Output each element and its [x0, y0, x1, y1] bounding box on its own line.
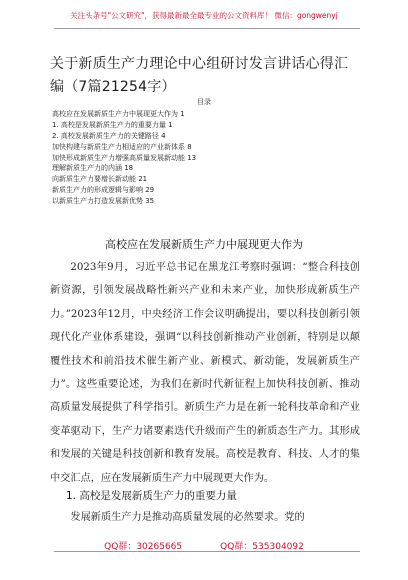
header-promo-note: 关注头条号"公文研究"，获得最新最全最专业的公文资料库！ 微信：gongwenyj — [70, 11, 338, 20]
toc-item[interactable]: 理解新质生产力的内涵 18 — [52, 164, 134, 173]
toc-item[interactable]: 以新质生产力打造发展新优势 35 — [52, 197, 155, 206]
section-body — [50, 256, 360, 490]
toc-heading: 目录 — [197, 98, 211, 106]
footer-qq-group-1: QQ群：30265665 — [104, 542, 183, 552]
body-paragraph: 发展新质生产力是推动高质量发展的必然要求。党的 — [70, 512, 305, 523]
toc-item[interactable]: 加快构建与新质生产力相适应的产业新体系 8 — [52, 142, 192, 151]
document-title: 关于新质生产力理论中心组研讨发言讲话心得汇编（7篇21254字） — [50, 56, 349, 95]
toc-item[interactable]: 加快形成新质生产力增强高质量发展新动能 13 — [52, 153, 197, 162]
footer-divider — [54, 551, 360, 552]
subsection-body — [50, 506, 360, 529]
toc-item[interactable]: 向新质生产力要增长新动能 21 — [52, 175, 148, 184]
toc-item[interactable]: 高校应在发展新质生产力中展现更大作为 1 — [52, 110, 185, 118]
body-paragraph: 2023年9月，习近平总书记在黑龙江考察时强调：“整合科技创新资源，引领发展战略性新兴产业和未来产业，加快形成新质生产力。”2023年12月，中央经济工作会议明确提出，要以科技创新引领现代化产业体系建设，强调“以科技创新推动产业创新，特别是以颠覆性技术和前沿技术催生新产业、新模式、新动能，发展新质生产力”。这些重要论述，为我们在新时代新征程上加快科技创新、推动高质量发展提供了科学指引。新质生产力是在新一轮科技革命和产业变革驱动下，生产力诸要素迭代升级而产生的新质态生产力。其形成和发展的关键是科技创新和教育发展。高校是教育、科技、人才的集中交汇点，应在发展新质生产力中展现更大作为。 — [50, 262, 360, 484]
header-divider — [54, 28, 360, 29]
toc-item[interactable]: 1. 高校是发展新质生产力的重要力量 1 — [52, 120, 173, 129]
footer-qq-group-2: QQ群：535304092 — [220, 542, 304, 552]
section-title: 高校应在发展新质生产力中展现更大作为 — [105, 238, 303, 251]
toc-item[interactable]: 2. 高校发展新质生产力的关键路径 4 — [52, 131, 166, 140]
table-of-contents — [52, 109, 352, 207]
subsection-heading: 1. 高校是发展新质生产力的重要力量 — [66, 490, 237, 502]
toc-item[interactable]: 新质生产力的形成逻辑与影响 29 — [52, 186, 155, 195]
